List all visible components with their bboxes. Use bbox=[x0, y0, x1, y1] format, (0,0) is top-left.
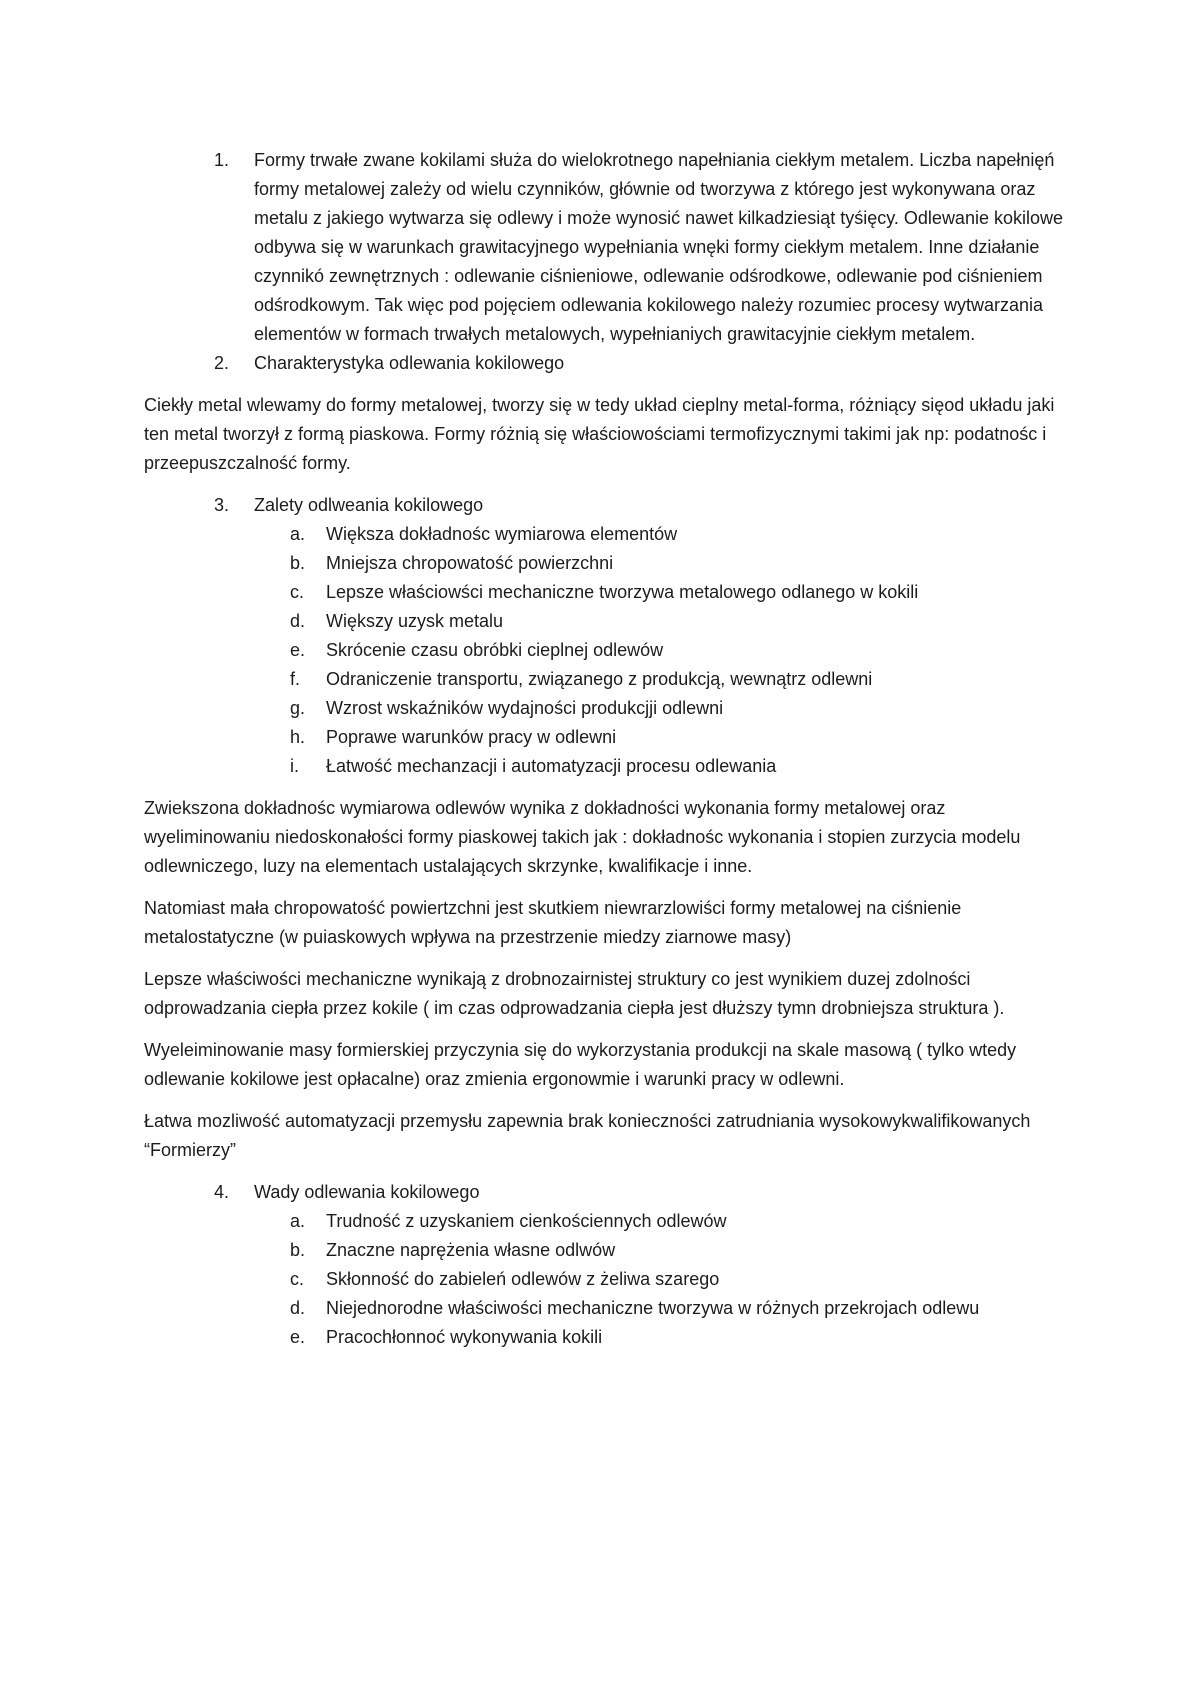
list-marker: c. bbox=[290, 1269, 305, 1289]
list-item-text: Zalety odlweania kokilowego bbox=[254, 495, 484, 515]
list-marker: f. bbox=[290, 669, 301, 689]
list-marker: i. bbox=[290, 756, 299, 776]
sublist-item bbox=[144, 1236, 1064, 1265]
paragraph-mechanical: Lepsze właściwości mechaniczne wynikają z drobnozairnistej struktury co jest wynikiem duzej zdolności odprowadzania ciepła przez kokile ( im czas odprowadzania ciepła jest dłuższy tymn drobniejsza struktura ). bbox=[144, 969, 1005, 1018]
paragraph-automation: Łatwa mozliwość automatyzacji przemysłu zapewnia brak konieczności zatrudniania wysokowykwalifikowanych “Formierzy” bbox=[144, 1111, 1031, 1160]
list-marker: e. bbox=[290, 640, 306, 660]
list-item-text: Łatwość mechanzacji i automatyzacji procesu odlewania bbox=[326, 756, 777, 776]
list-item-text: Pracochłonnoć wykonywania kokili bbox=[326, 1327, 603, 1347]
list-item-2 bbox=[144, 349, 1064, 378]
sublist-item bbox=[144, 723, 1064, 752]
list-marker: h. bbox=[290, 727, 306, 747]
list-marker: c. bbox=[290, 582, 305, 602]
list-item-text: Skłonność do zabieleń odlewów z żeliwa szarego bbox=[326, 1269, 720, 1289]
list-item-text: Niejednorodne właściwości mechaniczne tworzywa w różnych przekrojach odlewu bbox=[326, 1298, 980, 1318]
list-marker: d. bbox=[290, 1298, 306, 1318]
list-marker: a. bbox=[290, 524, 306, 544]
list-item-text: Większy uzysk metalu bbox=[326, 611, 504, 631]
paragraph-roughness: Natomiast mała chropowatość powiertzchni jest skutkiem niewrarzlowiści formy metalowej na ciśnienie metalostatyczne (w puiaskowych wpływa na przestrzenie miedzy ziarnowe masy) bbox=[144, 898, 962, 947]
list-item-text: Trudność z uzyskaniem cienkościennych odlewów bbox=[326, 1211, 727, 1231]
list-marker: 1. bbox=[214, 150, 230, 170]
list-marker: 2. bbox=[214, 353, 230, 373]
list-item-text: Lepsze właściowści mechaniczne tworzywa metalowego odlanego w kokili bbox=[326, 582, 919, 602]
sublist-item bbox=[144, 607, 1064, 636]
list-item-1 bbox=[144, 146, 1064, 349]
sublist-item bbox=[144, 636, 1064, 665]
list-item-text: Charakterystyka odlewania kokilowego bbox=[254, 353, 565, 373]
sublist-item bbox=[144, 549, 1064, 578]
sublist-item bbox=[144, 665, 1064, 694]
sublist-item bbox=[144, 1294, 1064, 1323]
paragraph-elimination: Wyeleiminowanie masy formierskiej przyczynia się do wykorzystania produkcji na skale masową ( tylko wtedy odlewanie kokilowe jest opłacalne) oraz zmienia ergonowmie i warunki pracy w odlewni. bbox=[144, 1040, 1017, 1089]
list-item-text: Skrócenie czasu obróbki cieplnej odlewów bbox=[326, 640, 664, 660]
sublist-item bbox=[144, 578, 1064, 607]
paragraph-accuracy: Zwiekszona dokładnośc wymiarowa odlewów wynika z dokładności wykonania formy metalowej oraz wyeliminowaniu niedoskonałości formy piaskowej takich jak : dokładnośc wykonania i stopien zurzycia modelu odlewniczego, luzy na elementach ustalających skrzynke, kwalifikacje i inne. bbox=[144, 798, 1021, 876]
sublist-item bbox=[144, 694, 1064, 723]
list-item-text: Wzrost wskaźników wydajności produkcjji odlewni bbox=[326, 698, 724, 718]
list-marker: e. bbox=[290, 1327, 306, 1347]
sublist-item bbox=[144, 1323, 1064, 1352]
sublist-item bbox=[144, 1265, 1064, 1294]
list-marker: 4. bbox=[214, 1182, 230, 1202]
sublist-item bbox=[144, 520, 1064, 549]
sublist-item bbox=[144, 752, 1064, 781]
sublist-item bbox=[144, 1207, 1064, 1236]
list-item-3 bbox=[144, 491, 1064, 520]
list-marker: a. bbox=[290, 1211, 306, 1231]
list-item-text: Większa dokładnośc wymiarowa elementów bbox=[326, 524, 678, 544]
list-marker: b. bbox=[290, 1240, 306, 1260]
list-item-text: Odraniczenie transportu, związanego z produkcją, wewnątrz odlewni bbox=[326, 669, 873, 689]
document-body bbox=[144, 146, 1064, 1352]
list-marker: d. bbox=[290, 611, 306, 631]
list-marker: g. bbox=[290, 698, 306, 718]
list-item-text: Wady odlewania kokilowego bbox=[254, 1182, 480, 1202]
list-item-text: Poprawe warunków pracy w odlewni bbox=[326, 727, 617, 747]
list-marker: 3. bbox=[214, 495, 230, 515]
list-item-4 bbox=[144, 1178, 1064, 1207]
paragraph-characteristics: Ciekły metal wlewamy do formy metalowej, tworzy się w tedy układ cieplny metal-forma, różniący sięod układu jaki ten metal tworzył z formą piaskowa. Formy różnią się właściowościami termofizycznymi takimi jak np: podatnośc i przeepuszczalność formy. bbox=[144, 395, 1055, 473]
list-item-text: Formy trwałe zwane kokilami służa do wielokrotnego napełniania ciekłym metalem. Liczba napełnięń formy metalowej zależy od wielu czynników, głównie od tworzywa z którego jest wykonywana oraz metalu z jakiego wytwarza się odlewy i może wynosić nawet kilkadziesiąt tyśięcy. Odlewanie kokilowe odbywa się w warunkach grawitacyjnego wypełniania wnęki formy ciekłym metalem. Inne działanie czynnikó zewnętrznych : odlewanie ciśnieniowe, odlewanie odśrodkowe, odlewanie pod ciśnieniem odśrodkowym. Tak więc pod pojęciem odlewania kokilowego należy rozumiec procesy wytwarzania elementów w formach trwałych metalowych, wypełnianiych grawitacyjnie ciekłym metalem. bbox=[254, 150, 1063, 344]
list-marker: b. bbox=[290, 553, 306, 573]
list-item-text: Znaczne naprężenia własne odlwów bbox=[326, 1240, 616, 1260]
list-item-text: Mniejsza chropowatość powierzchni bbox=[326, 553, 614, 573]
